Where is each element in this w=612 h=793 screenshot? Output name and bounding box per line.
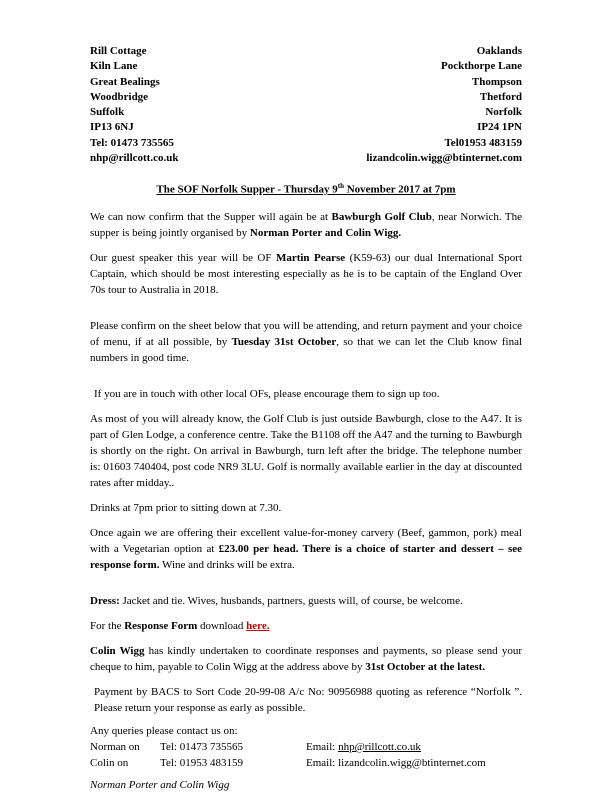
- text: , so that we can let the Club know final numbers in good time.: [90, 336, 523, 365]
- sender-line: Great Bealings: [90, 75, 160, 88]
- contact-name: Norman on: [90, 741, 140, 754]
- sender-line: Rill Cottage: [90, 45, 147, 57]
- title-suffix: November 2017 at 7pm: [343, 184, 456, 197]
- email-text: lizandcolin.wigg@btinternet.com: [338, 757, 486, 770]
- organisers: Norman Porter and Colin Wigg.: [249, 227, 402, 240]
- text: Wine and drinks will be extra.: [159, 559, 295, 572]
- paragraph-menu: [90, 525, 522, 573]
- recipient-line: IP24 1PN: [477, 121, 522, 134]
- paragraph-bacs: Payment by BACS to Sort Code 20-99-08 A/c No: 90956988 quoting as reference “Norfolk ”. Please return your response as early as possible.: [94, 686, 522, 715]
- text: download: [197, 620, 247, 633]
- paragraph-response-form: [90, 618, 522, 634]
- email-label: Email:: [306, 741, 339, 754]
- response-form-label: Response Form: [124, 620, 198, 633]
- price-note: £23.00 per head. There is a choice of starter and dessert – see response form.: [90, 543, 522, 572]
- letter-page: [90, 44, 522, 793]
- contact-tel: Tel: 01473 735565: [160, 741, 243, 754]
- signature: Norman Porter and Colin Wigg: [90, 779, 230, 792]
- sender-line: Tel: 01473 735565: [90, 136, 174, 149]
- title-sup: th: [337, 182, 344, 191]
- paragraph-signup: If you are in touch with other local OFs, please encourage them to sign up too.: [94, 388, 440, 401]
- speaker-name: Martin Pearse: [275, 252, 346, 265]
- text: Please confirm on the sheet below that you will be attending, and return payment and your choice of menu, if at all possible, by: [90, 320, 522, 349]
- paragraph-drinks: Drinks at 7pm prior to sitting down at 7.30.: [90, 502, 282, 515]
- recipient-line: lizandcolin.wigg@btinternet.com: [366, 152, 522, 165]
- text: For the: [90, 620, 125, 633]
- contact-email: [306, 755, 486, 771]
- page-title: [90, 179, 522, 197]
- recipient-line: Thompson: [471, 75, 522, 88]
- recipient-line: Thetford: [479, 90, 522, 103]
- contact-row: [90, 755, 522, 771]
- text: We can now confirm that the Supper will again be at: [90, 211, 332, 224]
- venue-name: Bawburgh Golf Club: [331, 211, 432, 224]
- text: Jacket and tie. Wives, husbands, partners, guests will, of course, be welcome.: [119, 595, 463, 608]
- contact-row: [90, 739, 522, 755]
- paragraph-venue: [90, 209, 522, 241]
- sender-address: [90, 44, 178, 166]
- coordinator-name: Colin Wigg: [90, 645, 145, 658]
- paragraph-directions: As most of you will already know, the Golf Club is just outside Bawburgh, close to the A47. It is part of Glen Lodge, a conference centre. Take the B1108 off the A47 and the turning to Bawburgh is shortly on the right. On arrival in Bawburgh, turn left after the bridge. The telephone number is: 01603 740404, post code NR9 3LU. Golf is normally available earlier in the day at discounted rates after midday..: [90, 413, 522, 490]
- text: Our guest speaker this year will be OF: [90, 252, 276, 265]
- contact-tel: Tel: 01953 483159: [160, 757, 243, 770]
- sender-line: Suffolk: [90, 106, 125, 119]
- contacts-table: [90, 739, 522, 771]
- title-prefix: The SOF Norfolk Supper - Thursday 9: [156, 184, 338, 197]
- text: (K59-63) our dual International Sport Captain, which should be most interesting especially as he is to be captain of the England Over 70s tour to Australia in 2018.: [90, 252, 523, 297]
- email-link[interactable]: nhp@rillcott.co.uk: [338, 741, 421, 754]
- recipient-address: [366, 44, 522, 166]
- dress-label: Dress:: [90, 595, 120, 608]
- paragraph-dress: [90, 593, 522, 609]
- text: , near Norwich. The supper is being jointly organised by: [90, 211, 522, 240]
- paragraph-confirm: [90, 318, 522, 366]
- recipient-line: Pockthorpe Lane: [441, 60, 522, 73]
- payment-deadline: 31st October at the latest.: [365, 661, 486, 674]
- recipient-line: Tel01953 483159: [444, 136, 522, 149]
- email-label: Email:: [306, 757, 339, 770]
- address-block: [90, 44, 522, 166]
- recipient-line: Oaklands: [476, 45, 522, 57]
- deadline: Tuesday 31st October: [231, 336, 337, 349]
- recipient-line: Norfolk: [485, 106, 522, 119]
- sender-line: Woodbridge: [90, 90, 149, 103]
- sender-line: IP13 6NJ: [90, 121, 134, 134]
- paragraph-speaker: [90, 250, 522, 298]
- queries-intro: Any queries please contact us on:: [90, 725, 238, 738]
- sender-line: nhp@rillcott.co.uk: [90, 152, 179, 165]
- contact-name: Colin on: [90, 757, 129, 770]
- sender-line: Kiln Lane: [90, 60, 138, 73]
- text: has kindly undertaken to coordinate responses and payments, so please send your cheque to him, payable to Colin Wigg at the address above by: [90, 645, 522, 674]
- paragraph-payment: [90, 643, 522, 675]
- text: Once again we are offering their excellent value-for-money carvery (Beef, gammon, pork) meal with a Vegetarian option at: [90, 527, 522, 556]
- contact-email: [306, 739, 421, 755]
- download-link[interactable]: here.: [246, 620, 270, 633]
